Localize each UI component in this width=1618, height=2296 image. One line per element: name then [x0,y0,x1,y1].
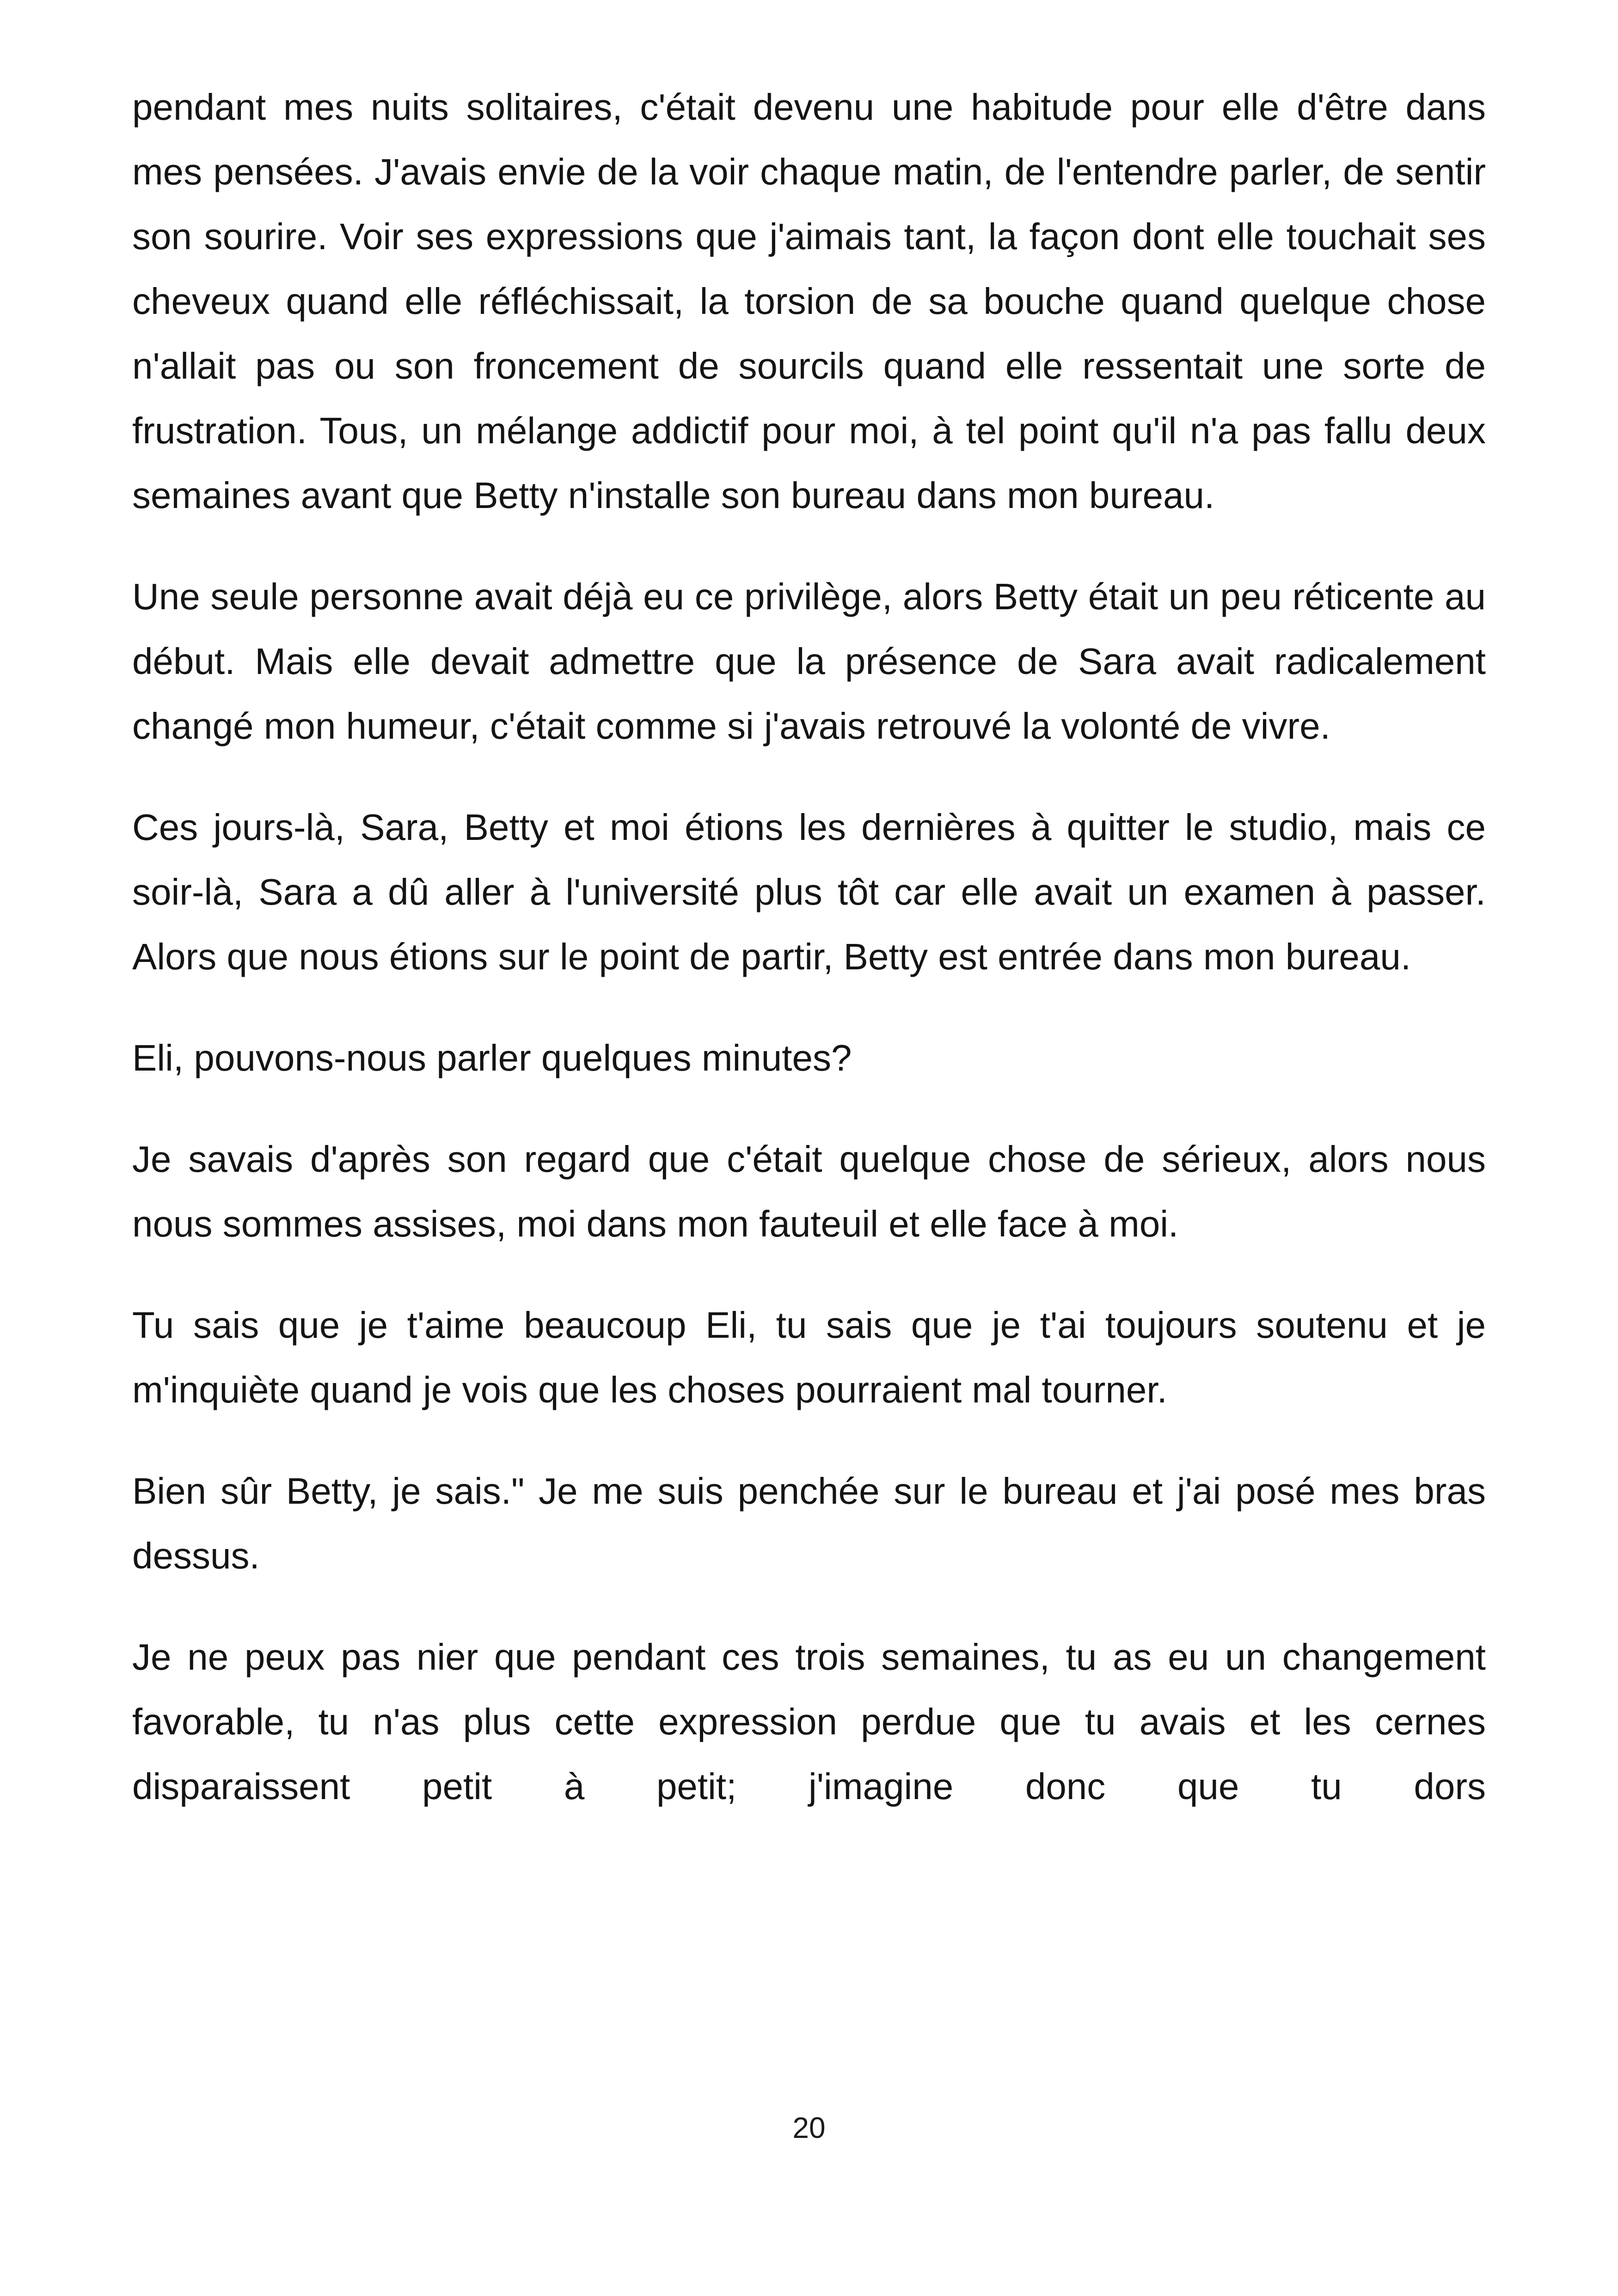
paragraph-5: Je savais d'après son regard que c'était quelque chose de sérieux, alors nous nous sommes assises, moi dans mon fauteuil et elle face à moi. [132,1139,1486,1244]
page-number: 20 [792,2111,826,2144]
body-text [132,75,1486,1819]
paragraph-2: Une seule personne avait déjà eu ce privilège, alors Betty était un peu réticente au début. Mais elle devait admettre que la présence de Sara avait radicalement changé mon humeur, c'était comme si j'avais retrouvé la volonté de vivre. [132,576,1486,747]
paragraph-1: pendant mes nuits solitaires, c'était devenu une habitude pour elle d'être dans mes pensées. J'avais envie de la voir chaque matin, de l'entendre parler, de sentir son sourire. Voir ses expressions que j'aimais tant, la façon dont elle touchait ses cheveux quand elle réfléchissait, la torsion de sa bouche quand quelque chose n'allait pas ou son froncement de sourcils quand elle ressentait une sorte de frustration. Tous, un mélange addictif pour moi, à tel point qu'il n'a pas fallu deux semaines avant que Betty n'installe son bureau dans mon bureau. [132,86,1486,516]
paragraph-3: Ces jours-là, Sara, Betty et moi étions les dernières à quitter le studio, mais ce soir-là, Sara a dû aller à l'université plus tôt car elle avait un examen à passer. Alors que nous étions sur le point de partir, Betty est entrée dans mon bureau. [132,807,1486,977]
paragraph-7: Bien sûr Betty, je sais." Je me suis penchée sur le bureau et j'ai posé mes bras dessus. [132,1470,1486,1576]
paragraph-8: Je ne peux pas nier que pendant ces trois semaines, tu as eu un changement favorable, tu n'as plus cette expression perdue que tu avais et les cernes disparaissent petit à petit; j'imagine donc que tu dors [132,1636,1486,1807]
paragraph-6: Tu sais que je t'aime beaucoup Eli, tu sais que je t'ai toujours soutenu et je m'inquiète quand je vois que les choses pourraient mal tourner. [132,1304,1486,1410]
paragraph-4: Eli, pouvons-nous parler quelques minutes? [132,1037,852,1078]
